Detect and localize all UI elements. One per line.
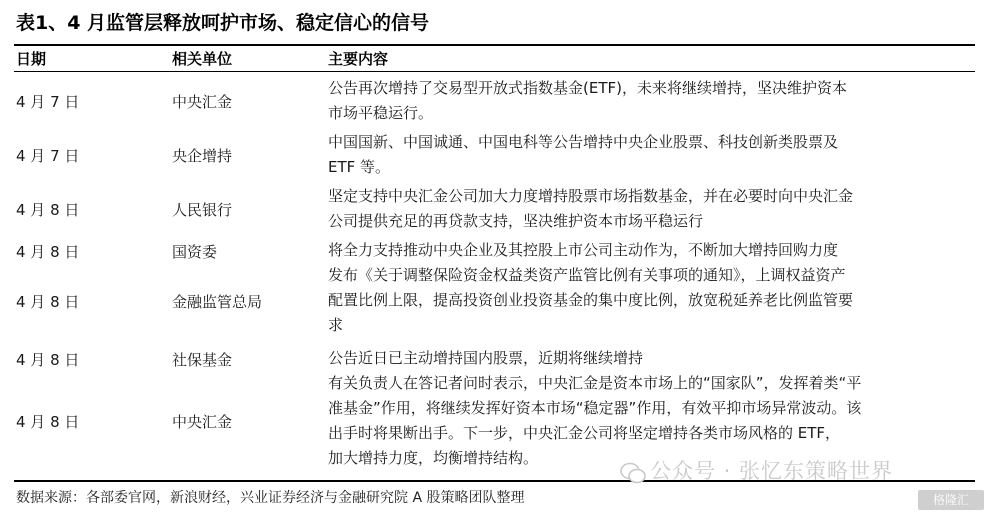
row-content xyxy=(328,346,972,371)
watermark-text: 公众号 · 张忆东策略世界 xyxy=(650,459,894,483)
table-row xyxy=(14,130,975,180)
row-date: 4 月 8 日 xyxy=(16,201,80,219)
row-date: 4 月 8 日 xyxy=(16,413,80,431)
content-line: 准基金”作用，将继续发挥好资本市场“稳定器”作用，有效平抑市场异常波动。该 xyxy=(328,399,862,417)
content-line: 市场平稳运行。 xyxy=(328,104,434,122)
row-date: 4 月 8 日 xyxy=(16,350,80,369)
content-line: 公司提供充足的再贷款支持，坚决维护资本市场平稳运行 xyxy=(328,212,704,230)
content-line: 有关负责人在答记者问时表示，中央汇金是资本市场上的“国家队”，发挥着类“平 xyxy=(328,374,862,392)
content-line: 加大增持力度，均衡增持结构。 xyxy=(328,449,539,467)
content-line: 求 xyxy=(328,316,344,334)
table-title: 表1、4 月监管层释放呵护市场、稳定信心的信号 xyxy=(16,12,430,34)
row-unit: 人民银行 xyxy=(172,201,233,219)
row-content xyxy=(328,263,972,338)
row-content xyxy=(328,76,972,126)
row-unit: 央企增持 xyxy=(172,147,233,165)
content-line: ETF 等。 xyxy=(328,158,391,176)
header-unit: 相关单位 xyxy=(172,50,233,68)
content-line: 中国国新、中国诚通、中国电科等公告增持中央企业股票、科技创新类股票及 xyxy=(328,133,839,151)
header-date: 日期 xyxy=(16,50,47,68)
content-line: 发布《关于调整保险资金权益类资产监管比例有关事项的通知》，上调权益资产 xyxy=(328,266,846,284)
source-note: 数据来源：各部委官网，新浪财经，兴业证券经济与金融研究院 A 股策略团队整理 xyxy=(16,490,525,506)
row-content xyxy=(328,184,972,234)
table-row xyxy=(14,184,975,234)
wechat-icon xyxy=(620,462,646,484)
header-content: 主要内容 xyxy=(328,50,389,68)
table-row xyxy=(14,238,975,263)
row-date: 4 月 7 日 xyxy=(16,93,80,111)
table-top-rule xyxy=(14,44,975,46)
content-line: 公告近日已主动增持国内股票，近期将继续增持 xyxy=(328,349,644,367)
table-row xyxy=(14,76,975,126)
row-unit: 金融监管总局 xyxy=(172,292,263,311)
header-rule xyxy=(14,71,975,72)
row-date: 4 月 8 日 xyxy=(16,292,80,311)
row-unit: 社保基金 xyxy=(172,350,233,369)
row-unit: 国资委 xyxy=(172,242,218,261)
table-row xyxy=(14,263,975,338)
content-line: 坚定支持中央汇金公司加大力度增持股票市场指数基金，并在必要时向中央汇金 xyxy=(328,187,854,205)
brand-logo: 格隆汇 xyxy=(918,490,984,510)
table-row xyxy=(14,346,975,371)
content-line: 出手时将果断出手。下一步，中央汇金公司将坚定增持各类市场风格的 ETF， xyxy=(328,424,841,442)
row-date: 4 月 7 日 xyxy=(16,147,80,165)
row-unit: 中央汇金 xyxy=(172,413,233,431)
row-unit: 中央汇金 xyxy=(172,93,233,111)
row-content xyxy=(328,238,972,263)
content-line: 配置比例上限，提高投资创业投资基金的集中度比例，放宽税延养老比例监管要 xyxy=(328,291,854,309)
content-line: 将全力支持推动中央企业及其控股上市公司主动作为，不断加大增持回购力度 xyxy=(328,241,839,259)
row-date: 4 月 8 日 xyxy=(16,242,80,261)
content-line: 公告再次增持了交易型开放式指数基金(ETF)，未来将继续增持，坚决维护资本 xyxy=(328,79,847,97)
row-content xyxy=(328,130,972,180)
